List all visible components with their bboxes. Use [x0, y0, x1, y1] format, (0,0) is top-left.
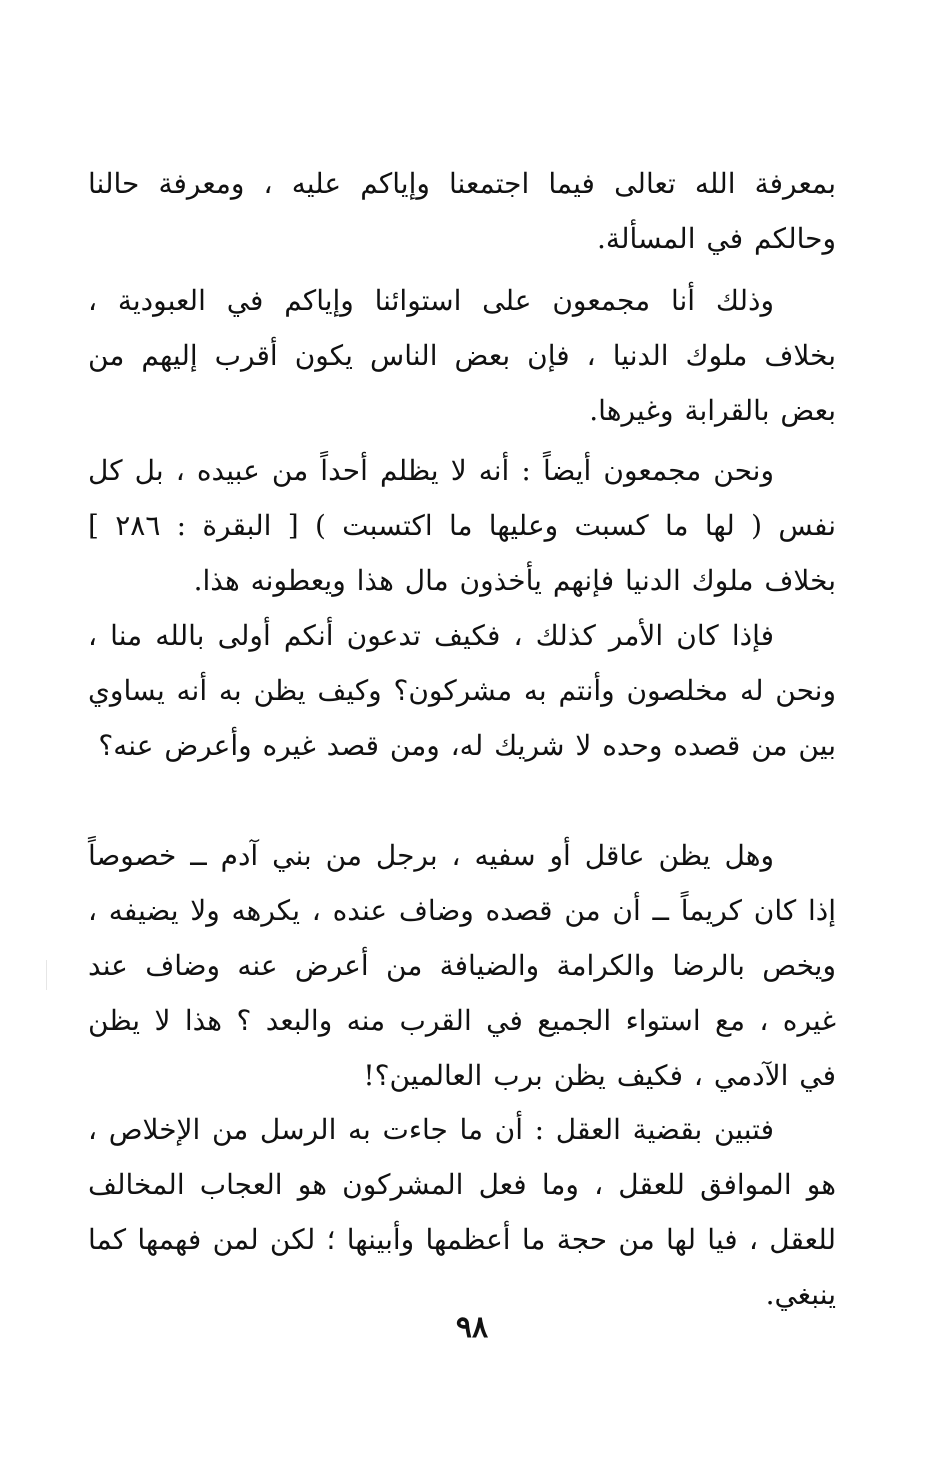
body-text	[88, 273, 836, 438]
paragraph-6: فتبين بقضية العقل : أن ما جاءت به الرسل من الإخلاص ، هو الموافق للعقل ، وما فعل المشركون هو العجاب المخالف للعقل ، فيا لها من حجة ما أعظمها وأبينها ؛ لكن لمن فهمها كما ينبغي.	[88, 1113, 836, 1311]
body-text	[88, 1102, 836, 1322]
paragraph-2: وذلك أنا مجمعون على استوائنا وإياكم في العبودية ، بخلاف ملوك الدنيا ، فإن بعض الناس يكون أقرب إليهم من بعض بالقرابة وغيرها.	[88, 284, 836, 427]
paragraph-3: ونحن مجمعون أيضاً : أنه لا يظلم أحداً من عبيده ، بل كل نفس ( لها ما كسبت وعليها ما اكتسبت ) [ البقرة : ٢٨٦ ] بخلاف ملوك الدنيا فإنهم يأخذون مال هذا ويعطونه هذا.	[88, 454, 836, 597]
paragraph-5: وهل يظن عاقل أو سفيه ، برجل من بني آدم ــ خصوصاً إذا كان كريماً ــ أن من قصده وضاف عنده ، يكرهه ولا يضيفه ، ويخص بالرضا والكرامة والضيافة من أعرض عنه وضاف عند غيره ، مع استواء الجميع في القرب منه والبعد ؟ هذا لا يظن في الآدمي ، فكيف يظن برب العالمين؟!	[88, 839, 836, 1092]
body-text	[88, 828, 836, 1103]
page-number: ٩٨	[455, 1310, 489, 1345]
paragraph-4: فإذا كان الأمر كذلك ، فكيف تدعون أنكم أولى بالله منا ، ونحن له مخلصون وأنتم به مشركون؟ وكيف يظن به أنه يساوي بين من قصده وحده لا شريك له، ومن قصد غيره وأعرض عنه؟	[88, 619, 836, 762]
paragraph-1: بمعرفة الله تعالى فيما اجتمعنا وإياكم عليه ، ومعرفة حالنا وحالكم في المسألة.	[88, 167, 836, 255]
body-text	[88, 443, 836, 608]
body-text	[88, 156, 836, 266]
body-text	[88, 608, 836, 773]
scan-artifact	[46, 960, 47, 990]
